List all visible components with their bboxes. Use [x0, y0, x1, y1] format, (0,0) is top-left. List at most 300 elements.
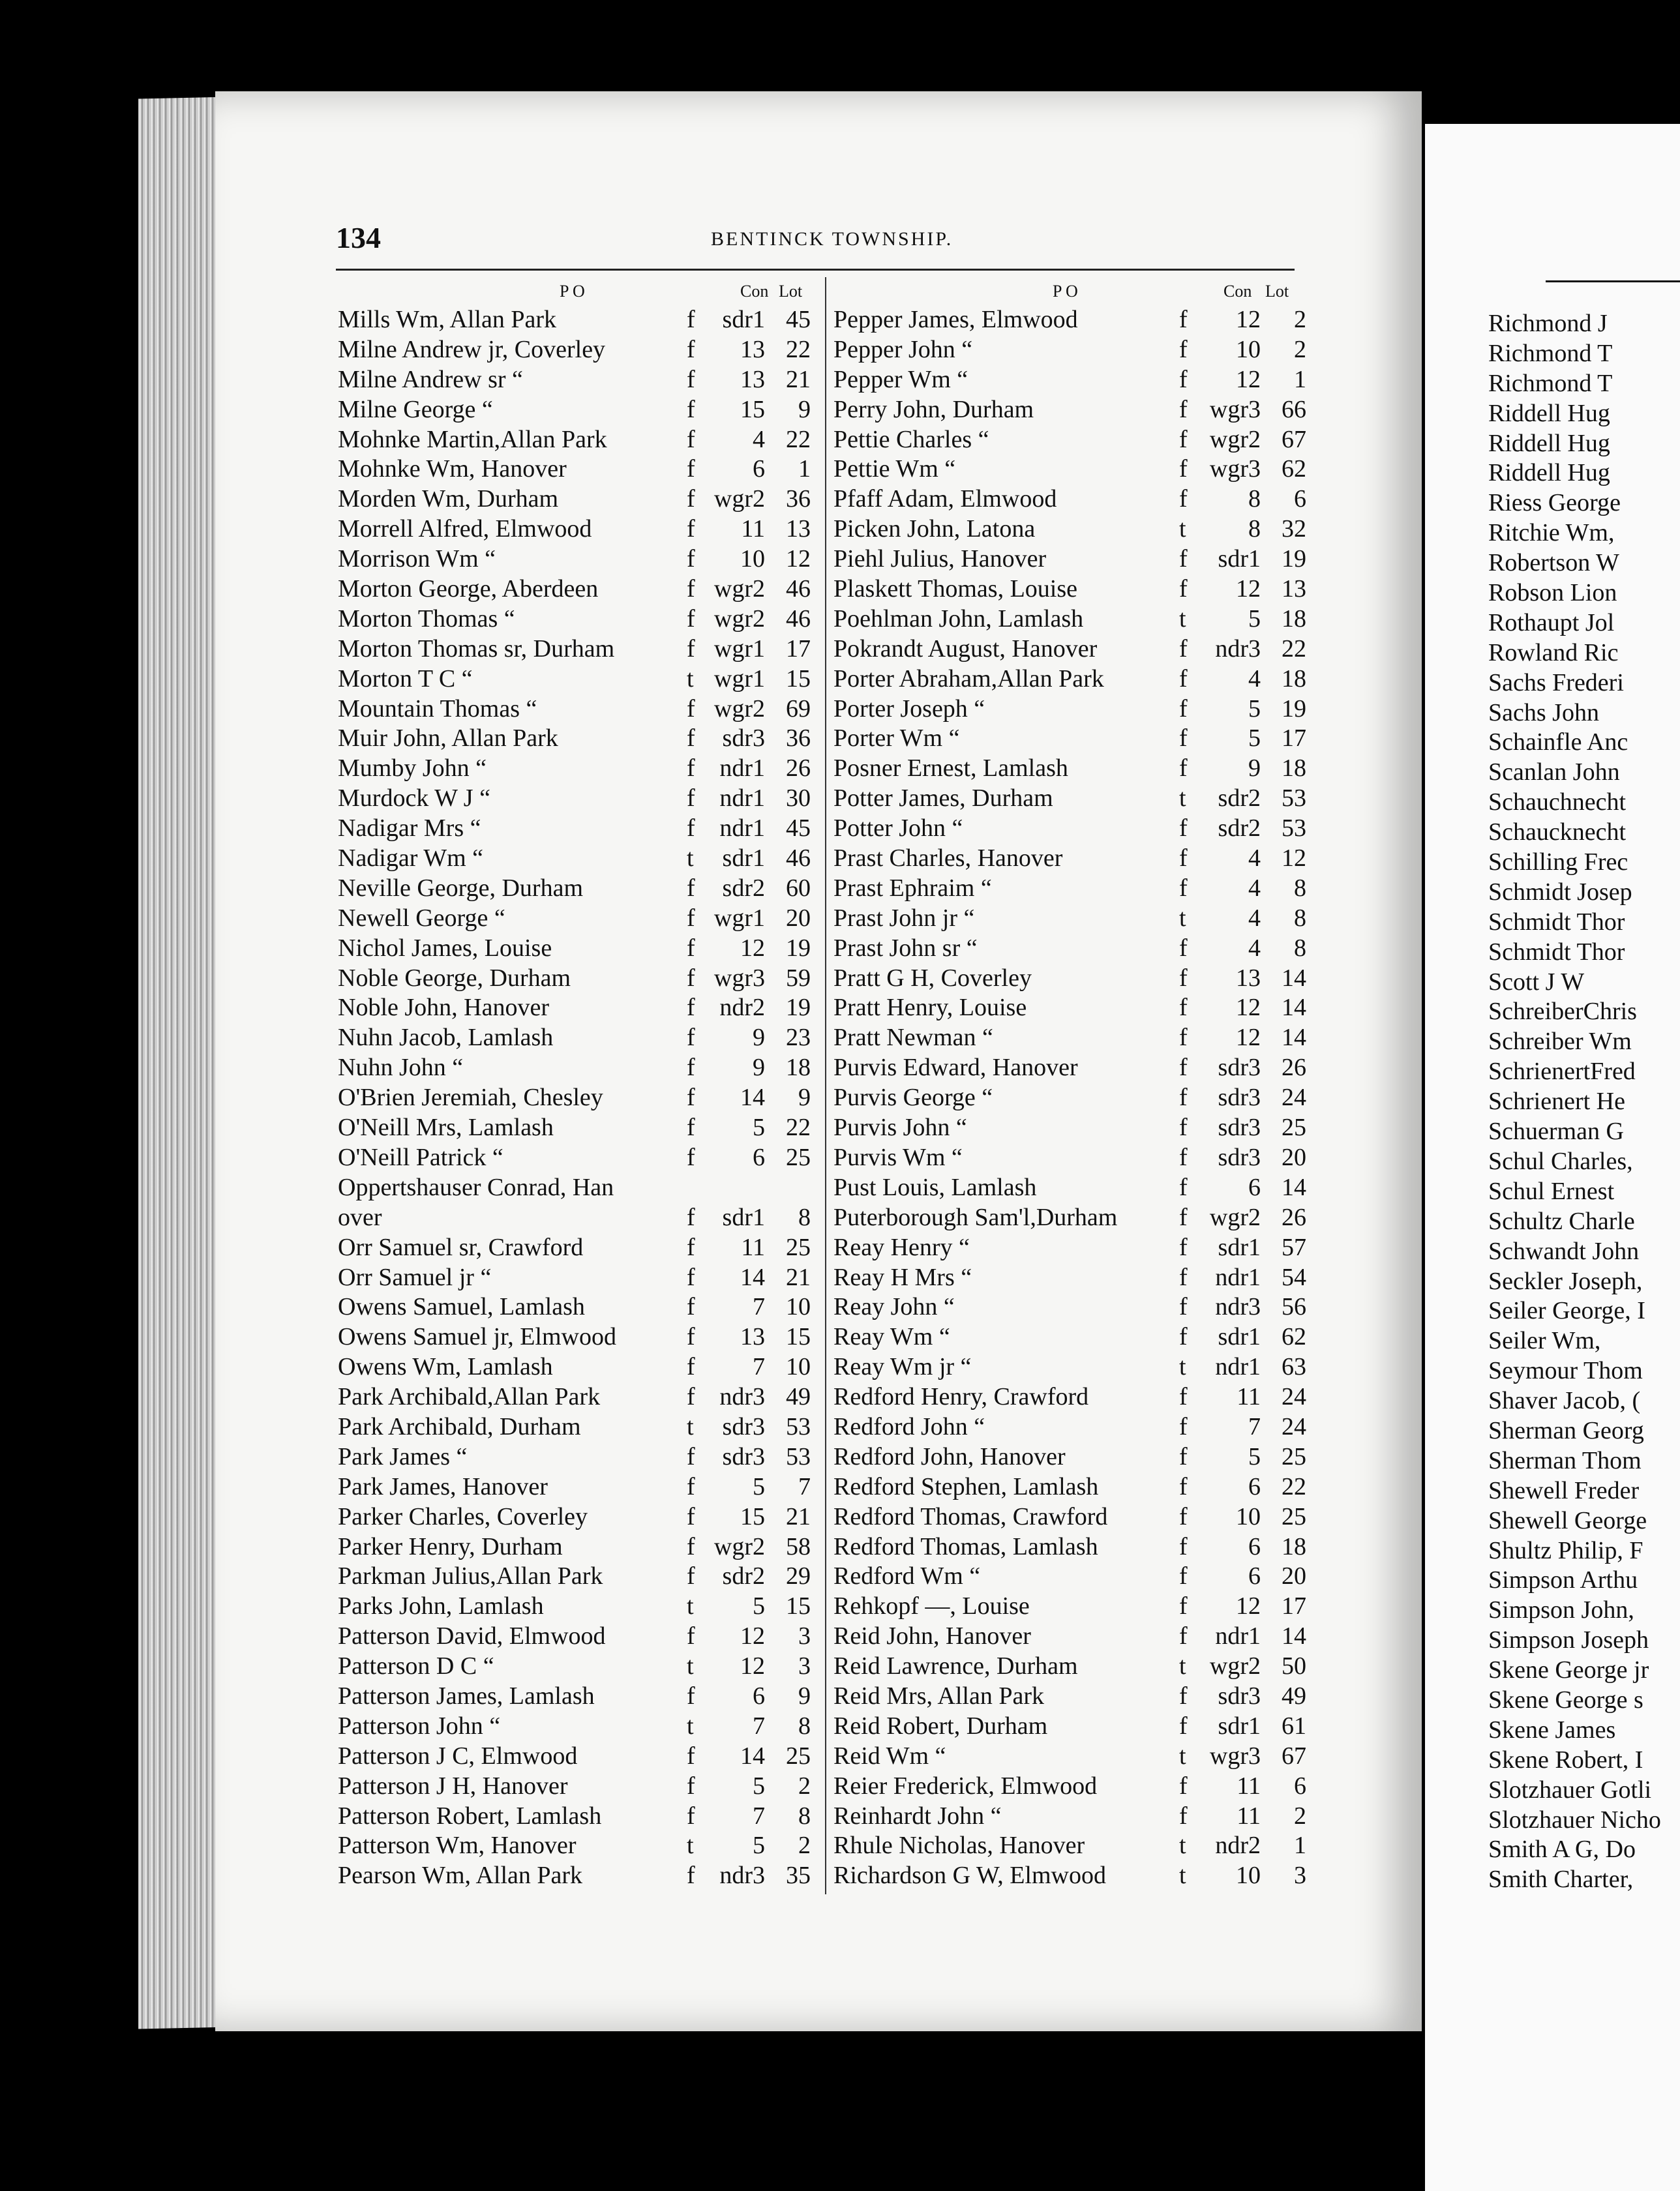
entry-occupation: f: [687, 1143, 695, 1171]
entry-lot: 25: [786, 1742, 811, 1770]
entry-name: Seymour Thom: [1488, 1357, 1643, 1385]
entry-lot: 25: [786, 1143, 811, 1171]
entry-name: Reid Mrs, Allan Park: [833, 1682, 1044, 1710]
directory-entry: [833, 1502, 1316, 1532]
entry-concession: wgr1: [713, 634, 765, 663]
entry-concession: 6: [753, 1143, 765, 1171]
entry-concession: 12: [740, 934, 765, 962]
entry-occupation: f: [1179, 1054, 1188, 1082]
entry-concession: sdr3: [1218, 1114, 1261, 1142]
entry-occupation: f: [687, 1772, 695, 1800]
entry-name: Morrison Wm “: [338, 545, 496, 573]
entry-name: Skene James: [1488, 1716, 1616, 1744]
entry-name: Noble George, Durham: [338, 964, 571, 992]
entry-concession: 5: [753, 1472, 765, 1500]
directory-entry: [1488, 339, 1680, 369]
entry-lot: 21: [786, 1502, 811, 1530]
entry-name: Mountain Thomas “: [338, 694, 537, 723]
entry-name: Seiler Wm,: [1488, 1327, 1601, 1355]
entry-concession: sdr3: [1218, 1143, 1261, 1171]
entry-concession: 5: [1248, 604, 1261, 633]
entry-occupation: f: [1179, 754, 1188, 782]
directory-entry: [1488, 1716, 1680, 1746]
directory-entry: [833, 425, 1316, 455]
entry-concession: 14: [740, 1742, 765, 1770]
entry-lot: 9: [798, 395, 811, 423]
entry-occupation: f: [1179, 1772, 1188, 1800]
entry-occupation: t: [687, 1592, 694, 1620]
directory-entry: [833, 604, 1316, 634]
entry-concession: 11: [1237, 1383, 1261, 1411]
entry-occupation: f: [1179, 1412, 1188, 1440]
entry-occupation: t: [687, 1832, 694, 1860]
entry-name: Park Archibald,Allan Park: [338, 1383, 601, 1411]
entry-lot: 8: [1294, 904, 1306, 932]
directory-entry: [1488, 1446, 1680, 1476]
entry-lot: 7: [798, 1472, 811, 1500]
entry-concession: 6: [1248, 1532, 1261, 1560]
entry-concession: 12: [1236, 306, 1261, 333]
entry-name: Pettie Wm “: [833, 455, 956, 483]
entry-name: Owens Samuel, Lamlash: [338, 1293, 585, 1321]
entry-occupation: f: [1179, 1084, 1188, 1112]
entry-occupation: f: [1179, 1024, 1188, 1052]
entry-occupation: f: [687, 994, 695, 1022]
entry-lot: 24: [1282, 1412, 1306, 1440]
entry-concession: 5: [1248, 694, 1261, 723]
entry-name: Shewell George: [1488, 1506, 1647, 1534]
entry-occupation: f: [687, 1024, 695, 1052]
entry-occupation: f: [687, 1293, 695, 1321]
entry-lot: 3: [798, 1652, 811, 1680]
directory-entry: [833, 1292, 1316, 1322]
entry-lot: 17: [1282, 724, 1306, 753]
entry-occupation: f: [1179, 395, 1188, 423]
entry-lot: 12: [786, 545, 811, 573]
entry-lot: 2: [1294, 335, 1306, 363]
directory-entry: [1488, 1806, 1680, 1836]
entry-lot: 32: [1282, 515, 1306, 543]
entry-occupation: t: [687, 1412, 694, 1440]
entry-occupation: f: [687, 1383, 695, 1411]
entry-lot: 8: [798, 1712, 811, 1740]
entry-name: Pratt G H, Coverley: [833, 964, 1032, 992]
directory-entry: [1488, 1476, 1680, 1506]
entry-concession: wgr2: [713, 1532, 765, 1560]
directory-entry: [1488, 848, 1680, 878]
directory-entry: [833, 1592, 1316, 1622]
directory-entry: [1488, 758, 1680, 788]
entry-lot: 3: [1294, 1862, 1306, 1890]
entry-name: Richmond J: [1488, 310, 1608, 337]
entry-concession: 12: [1236, 994, 1261, 1022]
entry-concession: 5: [753, 1114, 765, 1142]
directory-entry: [1488, 578, 1680, 608]
entry-name: Schul Charles,: [1488, 1147, 1633, 1175]
directory-entry: [1488, 1326, 1680, 1356]
entry-occupation: f: [1179, 1114, 1188, 1142]
entry-lot: 53: [1282, 784, 1306, 812]
entry-name: Nadigar Mrs “: [338, 814, 481, 842]
entry-name: Schuerman G: [1488, 1118, 1624, 1146]
entry-name: Sherman Thom: [1488, 1446, 1642, 1474]
entry-name: Purvis John “: [833, 1114, 967, 1142]
entry-lot: 9: [798, 1084, 811, 1112]
entry-occupation: f: [1179, 575, 1188, 603]
entry-name: Porter Abraham,Allan Park: [833, 664, 1104, 693]
con-header: Con: [1223, 282, 1252, 301]
entry-name: Simpson Joseph: [1488, 1626, 1649, 1654]
entry-name: Richmond T: [1488, 369, 1613, 397]
directory-entry: [1488, 1596, 1680, 1626]
entry-occupation: t: [1179, 1832, 1186, 1860]
entry-lot: 29: [786, 1562, 811, 1590]
entry-name: Reay John “: [833, 1293, 955, 1321]
directory-entry: [833, 1622, 1316, 1652]
entry-concession: 12: [1236, 365, 1261, 393]
entry-lot: 53: [1282, 814, 1306, 842]
entry-lot: 15: [786, 1592, 811, 1620]
entry-concession: sdr1: [722, 1203, 765, 1231]
entry-name: Nuhn John “: [338, 1054, 464, 1082]
entry-concession: 8: [1248, 515, 1261, 543]
entry-name: Reay H Mrs “: [833, 1263, 972, 1291]
entry-lot: 56: [1282, 1293, 1306, 1321]
directory-entry: [1488, 1356, 1680, 1386]
entry-concession: 4: [1248, 934, 1261, 962]
entry-concession: wgr3: [1209, 395, 1261, 423]
entry-name: Smith A G, Do: [1488, 1836, 1636, 1864]
entry-occupation: t: [1179, 604, 1186, 633]
entry-concession: 4: [1248, 664, 1261, 693]
entry-name: Posner Ernest, Lamlash: [833, 754, 1068, 782]
entry-lot: 19: [1282, 545, 1306, 573]
entry-concession: 10: [1236, 1862, 1261, 1890]
entry-occupation: f: [1179, 1203, 1188, 1231]
entry-name: Plaskett Thomas, Louise: [833, 575, 1077, 603]
entry-lot: 23: [786, 1024, 811, 1052]
entry-occupation: t: [1179, 1862, 1186, 1890]
entry-name: Pfaff Adam, Elmwood: [833, 485, 1057, 513]
entry-occupation: f: [1179, 1682, 1188, 1710]
directory-entry: [1488, 1386, 1680, 1416]
entry-name: Redford Wm “: [833, 1562, 981, 1590]
entry-occupation: f: [1179, 1143, 1188, 1171]
entry-occupation: f: [687, 1263, 695, 1291]
entry-name: Purvis Wm “: [833, 1143, 963, 1171]
entry-lot: 14: [1282, 1024, 1306, 1052]
entry-occupation: t: [1179, 515, 1186, 543]
page-number: 134: [336, 221, 381, 254]
entry-concession: sdr2: [1218, 814, 1261, 842]
entry-concession: sdr1: [1218, 545, 1261, 573]
entry-name: Orr Samuel sr, Crawford: [338, 1233, 584, 1261]
entry-occupation: f: [687, 634, 695, 663]
entry-name: Pepper John “: [833, 335, 973, 363]
entry-concession: sdr1: [722, 844, 765, 872]
entry-name: Reinhardt John “: [833, 1802, 1002, 1830]
directory-entry: [1488, 608, 1680, 638]
entry-lot: 30: [786, 784, 811, 812]
entry-lot: 20: [1282, 1562, 1306, 1590]
entry-occupation: f: [687, 1353, 695, 1381]
entry-lot: 22: [1282, 634, 1306, 663]
entry-name: Riddell Hug: [1488, 459, 1610, 487]
lot-header: Lot: [779, 282, 803, 301]
entry-concession: 10: [740, 545, 765, 573]
entry-concession: 5: [753, 1832, 765, 1860]
directory-entry: [833, 1472, 1316, 1502]
directory-entry: [833, 455, 1316, 484]
entry-concession: wgr3: [1209, 455, 1261, 483]
entry-name: Shaver Jacob, (: [1488, 1387, 1641, 1415]
directory-entry: [1488, 1686, 1680, 1716]
entry-lot: 58: [786, 1532, 811, 1560]
entry-name: Rowland Ric: [1488, 638, 1619, 666]
entry-occupation: f: [687, 365, 695, 393]
entry-lot: 19: [786, 934, 811, 962]
entry-concession: ndr1: [1215, 1622, 1261, 1650]
entry-name: Nuhn Jacob, Lamlash: [338, 1024, 554, 1052]
entry-name: Simpson John,: [1488, 1596, 1634, 1624]
entry-name: Skene Robert, I: [1488, 1746, 1643, 1774]
entry-occupation: f: [1179, 844, 1188, 872]
entry-lot: 67: [1282, 1742, 1306, 1770]
directory-entry: [1488, 1117, 1680, 1147]
entry-name: Mills Wm, Allan Park: [338, 306, 556, 333]
directory-entry: [833, 1652, 1316, 1682]
directory-entry: [833, 574, 1316, 604]
entry-name: Morton George, Aberdeen: [338, 575, 599, 603]
entry-name: Simpson Arthu: [1488, 1566, 1638, 1594]
entry-name: Muir John, Allan Park: [338, 724, 558, 753]
entry-name: Schainfle Anc: [1488, 728, 1628, 756]
entry-lot: 1: [798, 455, 811, 483]
entry-occupation: f: [1179, 964, 1188, 992]
entry-lot: 2: [1294, 1802, 1306, 1830]
entry-occupation: f: [687, 1233, 695, 1261]
directory-entry: [1488, 728, 1680, 758]
entry-lot: 36: [786, 485, 811, 513]
po-header: P O: [560, 282, 585, 301]
entry-lot: 22: [786, 1114, 811, 1142]
directory-entry: [833, 1203, 1316, 1233]
entry-concession: wgr2: [1209, 425, 1261, 453]
entry-lot: 3: [798, 1622, 811, 1650]
entry-concession: 7: [753, 1353, 765, 1381]
entry-lot: 12: [1282, 844, 1306, 872]
directory-entry: [1488, 698, 1680, 728]
entry-lot: 60: [786, 874, 811, 902]
entry-lot: 13: [786, 515, 811, 543]
entry-occupation: f: [1179, 1293, 1188, 1321]
directory-entry: [1488, 1746, 1680, 1776]
entry-occupation: f: [687, 784, 695, 812]
entry-concession: wgr2: [713, 604, 765, 633]
entry-concession: 8: [1248, 485, 1261, 513]
entry-name: Richardson G W, Elmwood: [833, 1862, 1106, 1890]
entry-occupation: f: [687, 306, 695, 333]
directory-entry: [1488, 938, 1680, 968]
directory-entry: [833, 1023, 1316, 1053]
directory-entry: [1488, 1835, 1680, 1865]
directory-entry: [833, 1412, 1316, 1442]
entry-name: Rothaupt Jol: [1488, 608, 1615, 636]
entry-occupation: f: [1179, 485, 1188, 513]
directory-entry: [833, 1532, 1316, 1562]
directory-entry: [1488, 488, 1680, 518]
entry-name: Morden Wm, Durham: [338, 485, 559, 513]
entry-occupation: f: [687, 604, 695, 633]
entry-lot: 2: [798, 1832, 811, 1860]
entry-name: Slotzhauer Nicho: [1488, 1806, 1661, 1834]
entry-concession: ndr3: [719, 1862, 765, 1890]
entry-occupation: t: [687, 844, 694, 872]
entry-concession: 4: [1248, 904, 1261, 932]
entry-name: Schul Ernest: [1488, 1177, 1615, 1205]
entry-concession: 7: [753, 1802, 765, 1830]
directory-entry: [833, 514, 1316, 544]
entry-lot: 59: [786, 964, 811, 992]
entry-name: Mumby John “: [338, 754, 487, 782]
directory-entry: [1488, 668, 1680, 698]
entry-occupation: f: [687, 754, 695, 782]
entry-concession: 5: [1248, 724, 1261, 753]
entry-occupation: f: [687, 1054, 695, 1082]
entry-name: Poehlman John, Lamlash: [833, 604, 1084, 633]
entry-concession: wgr2: [713, 694, 765, 723]
entry-occupation: t: [1179, 1353, 1186, 1381]
entry-lot: 46: [786, 844, 811, 872]
entry-lot: 1: [1294, 365, 1306, 393]
right-page-header-rule: [1546, 280, 1680, 282]
directory-entry: [833, 1322, 1316, 1352]
entry-name: Prast Ephraim “: [833, 874, 992, 902]
entry-lot: 18: [1282, 604, 1306, 633]
entry-lot: 10: [786, 1353, 811, 1381]
entry-lot: 6: [1294, 485, 1306, 513]
entry-name: Skene George s: [1488, 1686, 1643, 1714]
directory-entry: [1488, 429, 1680, 459]
entry-name: Redford Thomas, Crawford: [833, 1502, 1108, 1530]
entry-name: Nichol James, Louise: [338, 934, 552, 962]
entry-name: Piehl Julius, Hanover: [833, 545, 1047, 573]
directory-entry: [1488, 309, 1680, 339]
entry-concession: ndr1: [719, 814, 765, 842]
entry-lot: 22: [786, 425, 811, 453]
entry-concession: sdr1: [722, 306, 765, 333]
directory-entry: [1488, 1296, 1680, 1326]
entry-concession: 13: [740, 335, 765, 363]
entry-name: Pepper James, Elmwood: [833, 306, 1078, 333]
entry-name: Schmidt Thor: [1488, 908, 1625, 936]
directory-entry: [1488, 997, 1680, 1027]
entry-name: Schrienert He: [1488, 1088, 1625, 1116]
entry-concession: 12: [1236, 1024, 1261, 1052]
entry-lot: 20: [1282, 1143, 1306, 1171]
directory-entry: [833, 814, 1316, 844]
entry-occupation: f: [1179, 365, 1188, 393]
entry-occupation: f: [687, 455, 695, 483]
con-header: Con: [740, 282, 769, 301]
entry-name: Noble John, Hanover: [338, 994, 549, 1022]
entry-occupation: f: [687, 1442, 695, 1470]
entry-lot: 45: [786, 306, 811, 333]
entry-name: Schmidt Thor: [1488, 938, 1625, 966]
entry-concession: ndr3: [1215, 1293, 1261, 1321]
entry-name: Parker Henry, Durham: [338, 1532, 563, 1560]
directory-entry: [833, 1831, 1316, 1861]
entry-name: Orr Samuel jr “: [338, 1263, 492, 1291]
entry-concession: 11: [1237, 1772, 1261, 1800]
entry-lot: 36: [786, 724, 811, 753]
entry-lot: 10: [786, 1293, 811, 1321]
entry-concession: 9: [1248, 754, 1261, 782]
entry-name: Robson Lion: [1488, 579, 1617, 607]
entry-name: Nadigar Wm “: [338, 844, 483, 872]
entry-lot: 61: [1282, 1712, 1306, 1740]
entry-lot: 9: [798, 1682, 811, 1710]
entry-lot: 25: [786, 1233, 811, 1261]
entry-name: Redford Stephen, Lamlash: [833, 1472, 1099, 1500]
entry-name: Slotzhauer Gotli: [1488, 1776, 1652, 1804]
entry-lot: 63: [1282, 1353, 1306, 1381]
entry-concession: sdr3: [722, 724, 765, 753]
entry-name: Reay Wm jr “: [833, 1353, 972, 1381]
entry-name: Shultz Philip, F: [1488, 1536, 1643, 1564]
entry-occupation: f: [1179, 1263, 1188, 1291]
directory-entry: [1488, 1237, 1680, 1267]
entry-occupation: t: [1179, 784, 1186, 812]
directory-entry: [833, 484, 1316, 514]
entry-concession: ndr2: [1215, 1832, 1261, 1860]
entry-occupation: f: [1179, 1532, 1188, 1560]
entry-occupation: t: [1179, 1652, 1186, 1680]
directory-entry: [1488, 1776, 1680, 1806]
directory-entry: [1488, 1506, 1680, 1536]
entry-lot: 17: [1282, 1592, 1306, 1620]
entry-concession: 13: [740, 365, 765, 393]
entry-name: Oppertshauser Conrad, Han: [338, 1173, 614, 1201]
entry-concession: wgr2: [1209, 1652, 1261, 1680]
entry-lot: 1: [1294, 1832, 1306, 1860]
entry-name: Riess George: [1488, 489, 1621, 517]
directory-entry: [833, 1682, 1316, 1712]
entry-occupation: t: [1179, 904, 1186, 932]
entry-lot: 21: [786, 1263, 811, 1291]
entry-lot: 62: [1282, 455, 1306, 483]
entry-concession: 4: [1248, 874, 1261, 902]
entry-occupation: f: [687, 1802, 695, 1830]
entry-occupation: f: [1179, 335, 1188, 363]
entry-name: Patterson J H, Hanover: [338, 1772, 568, 1800]
directory-entry: [833, 993, 1316, 1023]
directory-entry: [833, 724, 1316, 754]
lot-header: Lot: [1265, 282, 1289, 301]
directory-entry: [833, 1352, 1316, 1382]
entry-concession: sdr3: [722, 1442, 765, 1470]
entry-concession: wgr3: [1209, 1742, 1261, 1770]
entry-name: Purvis Edward, Hanover: [833, 1054, 1078, 1082]
entry-occupation: f: [687, 1084, 695, 1112]
entry-occupation: t: [687, 1712, 694, 1740]
entry-concession: ndr2: [719, 994, 765, 1022]
directory-entry: [833, 1742, 1316, 1772]
entry-lot: 18: [1282, 664, 1306, 693]
entry-name: SchreiberChris: [1488, 998, 1637, 1026]
entry-concession: 6: [1248, 1472, 1261, 1500]
entry-occupation: f: [1179, 1233, 1188, 1261]
